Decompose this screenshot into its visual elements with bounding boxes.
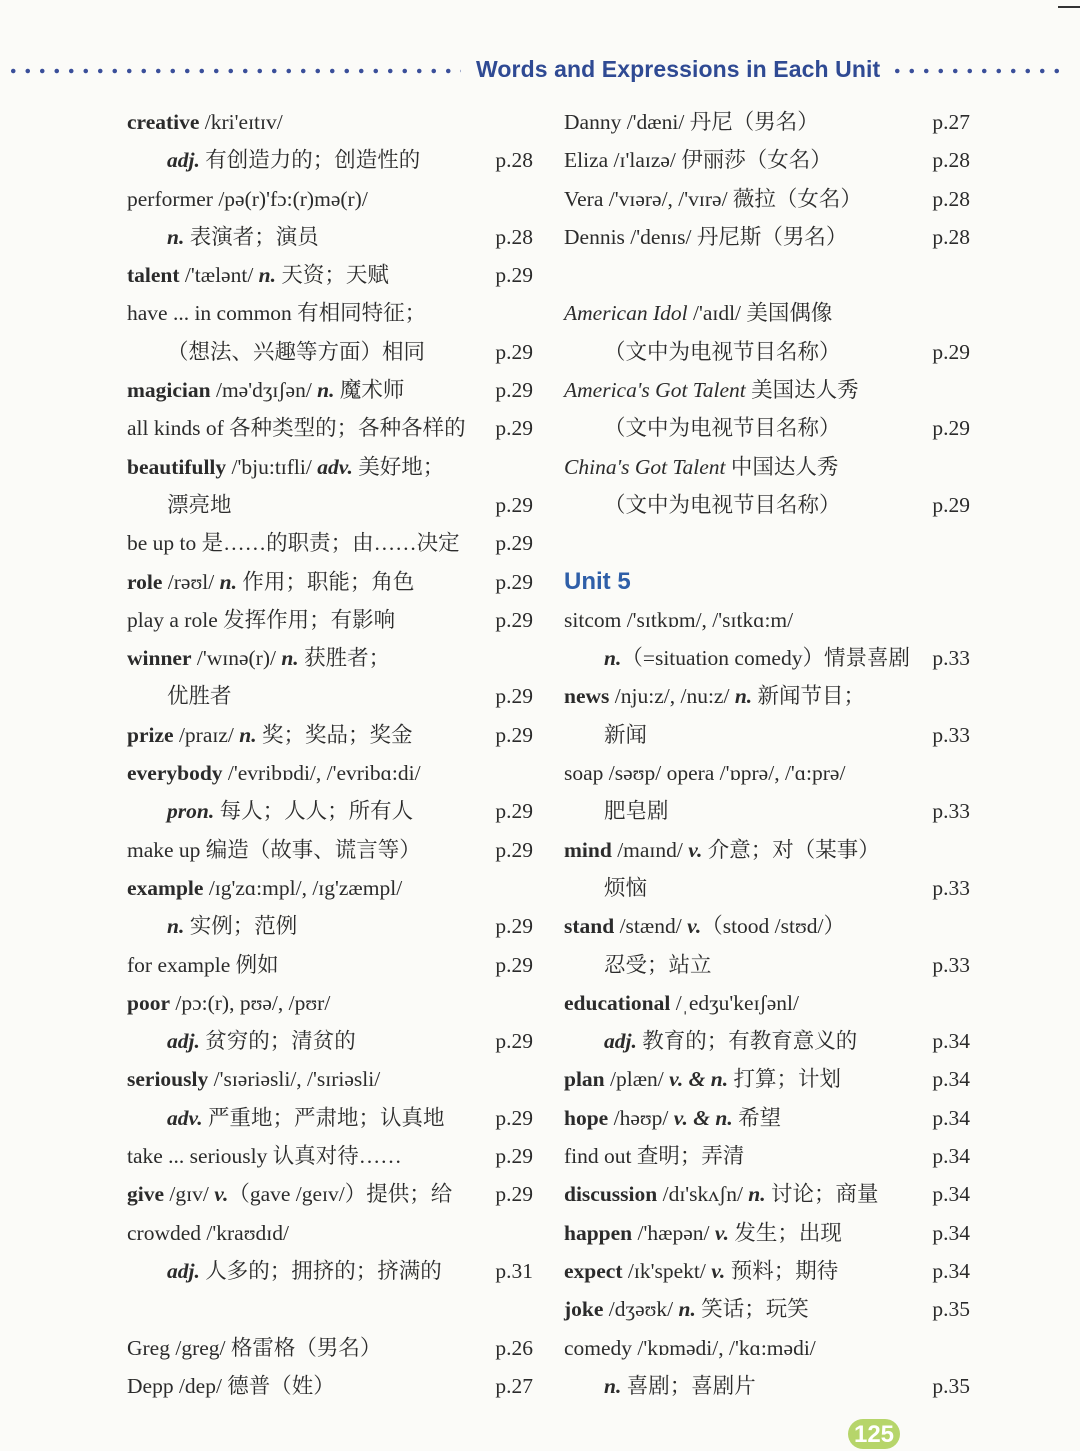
entry-text: 讨论；商量 (765, 1182, 879, 1207)
page-ref: p.34 (932, 1105, 970, 1130)
entry-continuation (127, 1252, 533, 1290)
entry-row (127, 1329, 533, 1367)
entry-row (564, 831, 970, 869)
entry-text: /ɪk'spekt/ (622, 1258, 712, 1283)
page-ref: p.28 (932, 186, 970, 211)
entry-row (127, 1367, 533, 1405)
headword: prize (127, 722, 174, 747)
entry-row (564, 180, 970, 218)
part-of-speech: n. (748, 1182, 766, 1207)
part-of-speech: n. (281, 646, 299, 671)
entry-text: 笑话；玩笑 (695, 1297, 809, 1322)
blank-line (564, 524, 970, 562)
entry-row (564, 1175, 970, 1213)
entry-row (564, 754, 970, 792)
entry-row (127, 524, 533, 562)
entry-text: be up to 是……的职责；由……决定 (127, 531, 460, 556)
entry-text: （stood /stʊd/） (701, 914, 846, 939)
page-ref: p.33 (932, 875, 970, 900)
page-ref: p.29 (495, 263, 533, 288)
entry-continuation (127, 907, 533, 945)
entry-row (127, 946, 533, 984)
entry-text: 希望 (732, 1105, 782, 1130)
show-title: China's Got Talent (564, 454, 726, 479)
page-ref: p.34 (932, 1144, 970, 1169)
entry-text: 烦恼 (604, 875, 648, 900)
entry-row (564, 1252, 970, 1290)
part-of-speech: n. (604, 1373, 622, 1398)
entry-row (564, 218, 970, 256)
entry-row (564, 448, 970, 486)
entry-text: sitcom /'sɪtkɒm/, /'sɪtkɑ:m/ (564, 607, 794, 632)
entry-row (564, 677, 970, 715)
show-title: America's Got Talent (564, 378, 746, 403)
entry-row (564, 1214, 970, 1252)
part-of-speech: adv. (317, 454, 353, 479)
page-ref: p.27 (932, 110, 970, 134)
entry-continuation (564, 792, 970, 830)
entry-row (127, 1214, 533, 1252)
entry-continuation (127, 677, 533, 715)
entry-row (564, 601, 970, 639)
headword: everybody (127, 761, 223, 786)
left-column (127, 103, 533, 1405)
entry-text: /kri'eɪtɪv/ (199, 110, 283, 134)
entry-text: /'evribɒdi/, /'evribɑ:di/ (222, 761, 421, 786)
page-ref: p.29 (932, 492, 970, 517)
entry-text: 忍受；站立 (604, 952, 712, 977)
entry-text: /plæn/ (604, 1067, 670, 1092)
page-ref: p.33 (932, 952, 970, 977)
entry-text: /dɪ'skʌʃn/ (657, 1182, 749, 1207)
headword: give (127, 1182, 165, 1207)
entry-text: 美国达人秀 (745, 378, 859, 403)
page-ref: p.29 (932, 339, 970, 364)
entry-text: /rəʊl/ (162, 569, 220, 594)
page-number-badge: 125 (848, 1419, 900, 1449)
part-of-speech: v. (687, 914, 702, 939)
page-ref: p.33 (932, 646, 970, 671)
entry-text: 新闻 (604, 722, 648, 747)
part-of-speech: n. (167, 914, 185, 939)
page-ref: p.28 (495, 148, 533, 173)
entry-continuation (127, 141, 533, 179)
entry-text: make up 编造（故事、谎言等） (127, 837, 421, 862)
page-ref: p.29 (495, 492, 533, 517)
corner-mark (1058, 6, 1080, 8)
page-ref: p.34 (932, 1067, 970, 1092)
entry-text: Eliza /ɪ'laɪzə/ 伊丽莎（女名） (564, 148, 832, 173)
header-dots-left (6, 68, 461, 74)
entry-text: 人多的；拥挤的；挤满的 (199, 1258, 442, 1283)
headword: talent (127, 263, 180, 288)
entry-text: 每人；人人；所有人 (214, 799, 414, 824)
entry-row (564, 1060, 970, 1098)
part-of-speech: n. (167, 224, 185, 249)
entry-row (564, 1329, 970, 1367)
entry-text: （文中为电视节目名称） (604, 339, 841, 364)
part-of-speech: adj. (604, 1029, 637, 1054)
entry-text: Greg /greg/ 格雷格（男名） (127, 1335, 382, 1360)
blank-line (564, 256, 970, 294)
blank-line (127, 1290, 533, 1328)
headword: seriously (127, 1067, 209, 1092)
entry-text: /stænd/ (614, 914, 688, 939)
page-ref: p.26 (495, 1335, 533, 1360)
entry-text: performer /pə(r)'fɔ:(r)mə(r)/ (127, 186, 368, 211)
headword: role (127, 569, 163, 594)
entry-text: 教育的；有教育意义的 (636, 1029, 858, 1054)
page-ref: p.34 (932, 1220, 970, 1245)
entry-row (127, 601, 533, 639)
entry-text: /'hæpən/ (632, 1220, 715, 1245)
part-of-speech: adj. (167, 148, 200, 173)
entry-row (127, 103, 533, 141)
part-of-speech: n. (258, 263, 277, 288)
entry-text: （文中为电视节目名称） (604, 416, 841, 441)
entry-row (127, 180, 533, 218)
entry-text: 漂亮地 (167, 492, 232, 517)
page-ref: p.29 (495, 1105, 533, 1130)
entry-row (127, 371, 533, 409)
page-ref: p.35 (932, 1297, 970, 1322)
headword: beautifully (127, 454, 227, 479)
entry-text: /'wɪnə(r)/ (191, 646, 282, 671)
page-ref: p.29 (495, 1182, 533, 1207)
page-ref: p.29 (495, 531, 533, 556)
headword: joke (564, 1297, 604, 1322)
page-ref: p.29 (932, 416, 970, 441)
header-title: Words and Expressions in Each Unit (476, 56, 881, 82)
part-of-speech: n. (219, 569, 237, 594)
entry-row (127, 639, 533, 677)
page-ref: p.34 (932, 1182, 970, 1207)
page-ref: p.29 (495, 914, 533, 939)
page-ref: p.29 (495, 722, 533, 747)
page-ref: p.35 (932, 1373, 970, 1398)
entry-text: 肥皂剧 (604, 799, 669, 824)
part-of-speech: pron. (167, 799, 215, 824)
headword: happen (564, 1220, 633, 1245)
headword: creative (127, 110, 200, 134)
entry-text: /'aɪdl/ 美国偶像 (687, 301, 833, 326)
page-ref: p.29 (495, 416, 533, 441)
headword: poor (127, 990, 170, 1015)
entry-row (127, 1060, 533, 1098)
entry-text: Depp /dep/ 德普（姓） (127, 1373, 335, 1398)
page-ref: p.29 (495, 569, 533, 594)
entry-continuation (564, 1367, 970, 1405)
headword: news (564, 684, 610, 709)
headword: educational (564, 990, 671, 1015)
entry-text: /pɔ:(r), pʊə/, /pʊr/ (170, 990, 331, 1015)
entry-text: for example 例如 (127, 952, 279, 977)
show-title: American Idol (564, 301, 688, 326)
entry-row (127, 409, 533, 447)
part-of-speech: v. (214, 1182, 229, 1207)
entry-row (564, 141, 970, 179)
entry-text: /'tælənt/ (179, 263, 259, 288)
unit-heading: Unit 5 (564, 567, 631, 595)
entry-continuation (127, 486, 533, 524)
entry-text: 发生；出现 (728, 1220, 842, 1245)
entry-text: 表演者；演员 (184, 224, 319, 249)
headword: winner (127, 646, 192, 671)
entry-row (564, 1290, 970, 1328)
entry-row (127, 256, 533, 294)
entry-continuation (127, 1022, 533, 1060)
page-header (0, 56, 1080, 88)
page-ref: p.34 (932, 1029, 970, 1054)
entry-text: /praɪz/ (173, 722, 240, 747)
entry-text: take ... seriously 认真对待…… (127, 1144, 402, 1169)
entry-text: /həʊp/ (608, 1105, 674, 1130)
entry-text: all kinds of 各种类型的；各种各样的 (127, 416, 466, 441)
entry-text: 魔术师 (334, 378, 405, 403)
entry-text: soap /səʊp/ opera /'ɒprə/, /'ɑ:prə/ (564, 761, 846, 786)
page-ref: p.28 (932, 224, 970, 249)
entry-row (127, 716, 533, 754)
entry-text: /'bju:tɪfli/ (226, 454, 318, 479)
entry-text: （文中为电视节目名称） (604, 492, 841, 517)
part-of-speech: n. (604, 646, 622, 671)
entry-text: have ... in common 有相同特征； (127, 301, 427, 326)
entry-text: Vera /'vɪərə/, /'vɪrə/ 薇拉（女名） (564, 186, 862, 211)
page-ref: p.31 (495, 1258, 533, 1283)
page-ref: p.33 (932, 799, 970, 824)
part-of-speech: n. (239, 722, 257, 747)
page-ref: p.29 (495, 799, 533, 824)
entry-continuation (127, 1099, 533, 1137)
entry-continuation (564, 486, 970, 524)
part-of-speech: v. (714, 1220, 729, 1245)
entry-continuation (127, 333, 533, 371)
entry-continuation (564, 1022, 970, 1060)
entry-continuation (564, 946, 970, 984)
entry-row (127, 754, 533, 792)
page-ref: p.28 (932, 148, 970, 173)
part-of-speech: adj. (167, 1029, 200, 1054)
entry-text: （=situation comedy）情景喜剧 (621, 646, 910, 671)
entry-continuation (127, 792, 533, 830)
part-of-speech: v. & n. (673, 1105, 733, 1130)
entry-text: 新闻节目； (752, 684, 866, 709)
part-of-speech: n. (734, 684, 753, 709)
entry-continuation (127, 218, 533, 256)
entry-text: crowded /'kraʊdɪd/ (127, 1220, 289, 1245)
page-ref: p.29 (495, 607, 533, 632)
headword: hope (564, 1105, 609, 1130)
entry-text: Danny /'dæni/ 丹尼（男名） (564, 110, 819, 134)
part-of-speech: n. (678, 1297, 696, 1322)
entry-text: 打算；计划 (728, 1067, 841, 1092)
page-ref: p.29 (495, 952, 533, 977)
entry-text: （gave /geɪv/）提供；给 (228, 1182, 453, 1207)
entry-text: 作用；职能；角色 (236, 569, 415, 594)
entry-text: /maɪnd/ (611, 837, 689, 862)
part-of-speech: v. (711, 1258, 726, 1283)
entry-text: 天资；天赋 (276, 263, 389, 288)
headword: magician (127, 378, 211, 403)
entry-text: /'sɪəriəsli/, /'sɪriəsli/ (208, 1067, 381, 1092)
headword: example (127, 875, 204, 900)
entry-text: /ɪg'zɑ:mpl/, /ɪg'zæmpl/ (203, 875, 403, 900)
entry-row (564, 103, 970, 141)
entry-row (127, 294, 533, 332)
page-ref: p.29 (495, 684, 533, 709)
page-ref: p.29 (495, 1029, 533, 1054)
entry-text: /mə'dʒɪʃən/ (210, 378, 318, 403)
part-of-speech: adv. (167, 1105, 203, 1130)
entry-row (564, 1137, 970, 1175)
page-ref: p.29 (495, 837, 533, 862)
entry-row (127, 1175, 533, 1213)
headword: plan (564, 1067, 605, 1092)
page-ref: p.29 (495, 339, 533, 364)
entry-continuation (564, 639, 970, 677)
entry-text: 介意；对（某事） (702, 837, 880, 862)
entry-text: 预料；期待 (725, 1258, 839, 1283)
entry-text: 中国达人秀 (725, 454, 839, 479)
entry-text: /dʒəʊk/ (603, 1297, 679, 1322)
entry-text: 喜剧；喜剧片 (621, 1373, 756, 1398)
entry-text: /nju:z/, /nu:z/ (609, 684, 735, 709)
entry-row (564, 563, 970, 601)
part-of-speech: adj. (167, 1258, 200, 1283)
entry-text: 贫穷的；清贫的 (199, 1029, 356, 1054)
entry-text: Dennis /'denɪs/ 丹尼斯（男名） (564, 224, 848, 249)
entry-text: （想法、兴趣等方面）相同 (167, 339, 426, 364)
page-ref: p.29 (495, 1144, 533, 1169)
page-ref: p.29 (495, 378, 533, 403)
entry-row (564, 294, 970, 332)
entry-text: /ˌedʒu'keɪʃənl/ (670, 990, 799, 1015)
entry-text: comedy /'kɒmədi/, /'kɑ:mədi/ (564, 1335, 816, 1360)
page-ref: p.33 (932, 722, 970, 747)
entry-text: /gɪv/ (164, 1182, 215, 1207)
entry-row (127, 1137, 533, 1175)
entry-text: play a role 发挥作用；有影响 (127, 607, 396, 632)
entry-row (564, 984, 970, 1022)
headword: stand (564, 914, 615, 939)
page-ref: p.27 (495, 1373, 533, 1398)
headword: mind (564, 837, 612, 862)
entry-continuation (564, 409, 970, 447)
entry-continuation (564, 716, 970, 754)
part-of-speech: v. & n. (669, 1067, 729, 1092)
entry-text: 美好地； (352, 454, 445, 479)
entry-row (564, 1099, 970, 1137)
page-ref: p.28 (495, 224, 533, 249)
entry-row (564, 907, 970, 945)
entry-row (127, 831, 533, 869)
entry-text: 实例；范例 (184, 914, 298, 939)
entry-text: 严重地；严肃地；认真地 (202, 1105, 445, 1130)
page-ref: p.34 (932, 1258, 970, 1283)
entry-text: 优胜者 (167, 684, 232, 709)
entry-text: 获胜者； (298, 646, 391, 671)
headword: discussion (564, 1182, 658, 1207)
entry-continuation (564, 869, 970, 907)
entry-row (564, 371, 970, 409)
entry-row (127, 448, 533, 486)
entry-text: 有创造力的；创造性的 (199, 148, 421, 173)
entry-row (127, 563, 533, 601)
entry-continuation (564, 333, 970, 371)
entry-text: 奖；奖品；奖金 (256, 722, 413, 747)
entry-row (127, 869, 533, 907)
part-of-speech: v. (688, 837, 703, 862)
header-dots-right (890, 68, 1060, 74)
part-of-speech: n. (317, 378, 335, 403)
headword: expect (564, 1258, 623, 1283)
entry-text: find out 查明；弄清 (564, 1144, 745, 1169)
entry-row (127, 984, 533, 1022)
right-column (564, 103, 970, 1405)
